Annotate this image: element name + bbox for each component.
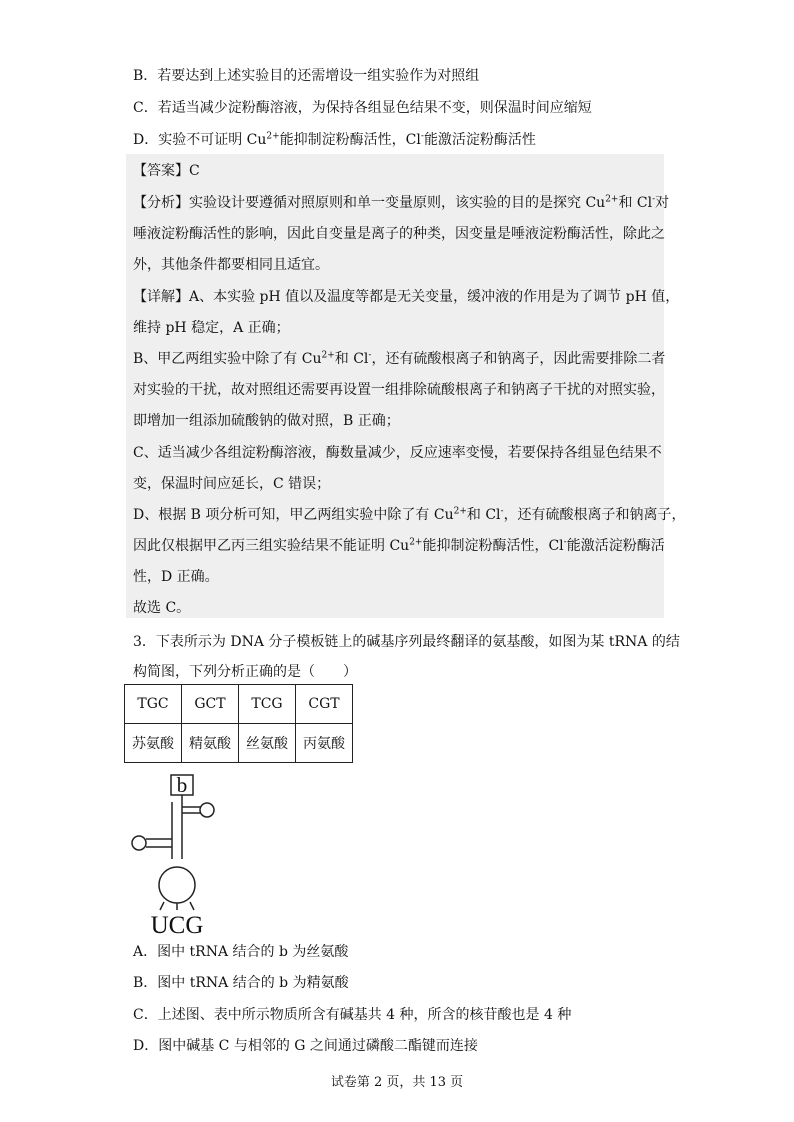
detail-line-9: 因此仅根据甲乙丙三组实验结果不能证明 $Cu^{2+}$能抑制淀粉酶活性，Cl-能激活淀粉酶活 — [133, 537, 665, 554]
table-cell-codon: TGC — [125, 685, 182, 724]
table-cell-codon: CGT — [296, 685, 353, 724]
trna-right-loop — [200, 803, 214, 817]
table-cell-amino-acid: 精氨酸 — [182, 724, 239, 763]
option-b-prev: B．若要达到上述实验目的还需增设一组实验作为对照组 — [133, 68, 480, 84]
detail-line-6: C、适当减少各组淀粉酶溶液，酶数量减少，反应速率变慢，若要保持各组显色结果不 — [133, 445, 662, 461]
codon-amino-acid-table — [124, 684, 353, 763]
analysis-line-3: 外，其他条件都要相同且适宜。 — [133, 257, 329, 273]
detail-line-7: 变，保温时间应延长，C 错误； — [133, 476, 331, 492]
question3-option-c: C．上述图、表中所示物质所含有碱基共 4 种，所含的核苷酸也是 4 种 — [133, 1007, 572, 1023]
trna-left-loop — [132, 836, 146, 850]
trna-diagram — [120, 770, 230, 940]
analysis-line-2: 唾液淀粉酶活性的影响，因此自变量是离子的种类，因变量是唾液淀粉酶活性，除此之 — [133, 226, 665, 242]
detail-line-8: D、根据 B 项分析可知，甲乙两组实验中除了有 $Cu^{2+}$和 Cl-，还有硫酸根离子和钠离子， — [133, 506, 686, 523]
table-row-amino-acids — [125, 724, 353, 763]
question3-stem-line-2: 构简图，下列分析正确的是（ ） — [133, 664, 357, 680]
page-footer: 试卷第 2 页，共 13 页 — [330, 1075, 464, 1090]
detail-line-5: 即增加一组添加硫酸钠的做对照，B 正确； — [133, 413, 400, 429]
table-cell-codon: TCG — [239, 685, 296, 724]
detail-line-11: 故选 C。 — [133, 600, 191, 616]
detail-line-2: 维持 pH 稳定，A 正确； — [133, 320, 290, 336]
table-cell-amino-acid: 苏氨酸 — [125, 724, 182, 763]
detail-line-3: B、甲乙两组实验中除了有 $Cu^{2+}$和 Cl-，还有硫酸根离子和钠离子，因此需要排除二者 — [133, 350, 666, 367]
option-d-prev: D．实验不可证明 $Cu^{2+}$能抑制淀粉酶活性，Cl-能激活淀粉酶活性 — [133, 131, 536, 148]
detail-line-4: 对实验的干扰，故对照组还需要再设置一组排除硫酸根离子和钠离子干扰的对照实验， — [133, 382, 665, 398]
question3-stem-line-1: 3．下表所示为 DNA 分子模板链上的碱基序列最终翻译的氨基酸，如图为某 tRNA 的结 — [133, 634, 680, 650]
analysis-line-1: 【分析】实验设计要遵循对照原则和单一变量原则，该实验的目的是探究 $Cu^{2+}$和 Cl-对 — [133, 194, 670, 211]
detail-line-1: 【详解】A、本实验 pH 值以及温度等都是无关变量，缓冲液的作用是为了调节 pH 值， — [133, 289, 680, 305]
table-row-codons — [125, 685, 353, 724]
question3-option-b: B．图中 tRNA 结合的 b 为精氨酸 — [133, 975, 349, 991]
table-cell-amino-acid: 丙氨酸 — [296, 724, 353, 763]
question3-option-a: A．图中 tRNA 结合的 b 为丝氨酸 — [133, 944, 349, 960]
trna-anticodon-label: UCG — [150, 912, 204, 939]
trna-label-b: b — [176, 773, 188, 797]
question3-option-d: D．图中碱基 C 与相邻的 G 之间通过磷酸二酯键而连接 — [133, 1038, 478, 1054]
option-c-prev: C．若适当减少淀粉酶溶液，为保持各组显色结果不变，则保温时间应缩短 — [133, 100, 592, 116]
detail-line-10: 性，D 正确。 — [133, 569, 219, 585]
table-cell-amino-acid: 丝氨酸 — [239, 724, 296, 763]
trna-anticodon-loop — [159, 867, 195, 903]
table-cell-codon: GCT — [182, 685, 239, 724]
answer-line: 【答案】C — [133, 163, 200, 179]
